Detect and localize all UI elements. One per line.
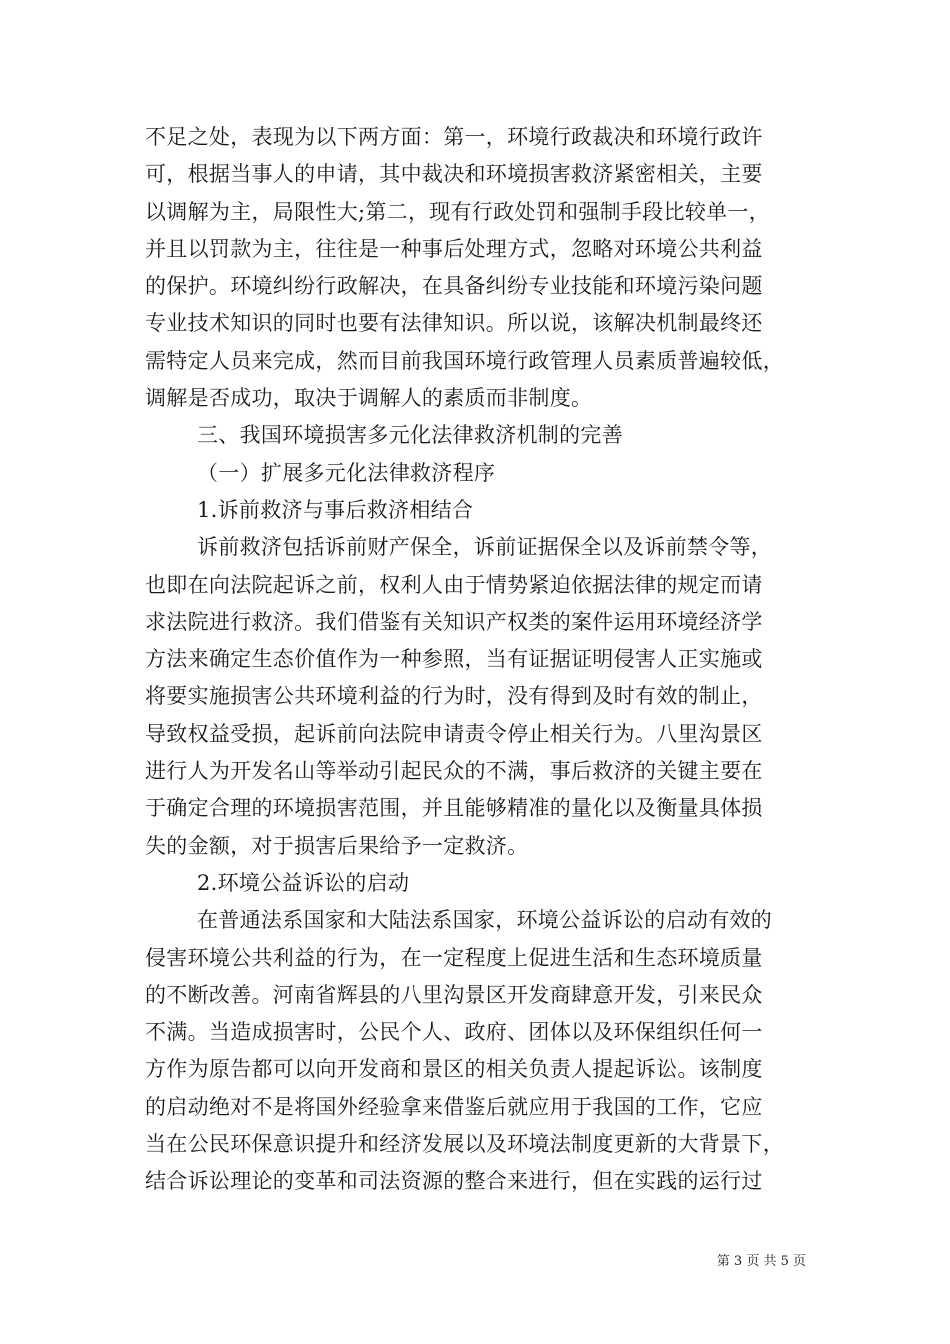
text-line: 将要实施损害公共环境利益的行为时，没有得到及时有效的制止， — [145, 684, 763, 709]
text-line: 导致权益受损，起诉前向法院申请责令停止相关行为。八里沟景区 — [145, 721, 763, 746]
text-line: 侵害环境公共利益的行为，在一定程度上促进生活和生态环境质量 — [145, 945, 763, 970]
text-line: 进行人为开发名山等举动引起民众的不满，事后救济的关键主要在 — [145, 759, 763, 784]
text-line: 三、我国环境损害多元化法律救济机制的完善 — [197, 423, 623, 448]
text-line: 需特定人员来完成，然而目前我国环境行政管理人员素质普遍较低， — [145, 348, 784, 373]
text-line: 调解是否成功，取决于调解人的素质而非制度。 — [145, 386, 593, 411]
text-line: 以调解为主，局限性大;第二，现有行政处罚和强制手段比较单一， — [145, 199, 771, 224]
text-line: （一）扩展多元化法律救济程序 — [197, 460, 496, 485]
document-body — [145, 119, 810, 1201]
text-line: 的不断改善。河南省辉县的八里沟景区开发商肆意开发，引来民众 — [145, 982, 763, 1007]
text-line: 当在公民环保意识提升和经济发展以及环境法制度更新的大背景下， — [145, 1132, 784, 1157]
text-line: 1.诉前救济与事后救济相结合 — [197, 497, 474, 522]
text-line: 并且以罚款为主，往往是一种事后处理方式，忽略对环境公共利益 — [145, 236, 763, 261]
text-line: 于确定合理的环境损害范围，并且能够精准的量化以及衡量具体损 — [145, 796, 763, 821]
text-line: 专业技术知识的同时也要有法律知识。所以说，该解决机制最终还 — [145, 311, 763, 336]
text-line: 求法院进行救济。我们借鉴有关知识产权类的案件运用环境经济学 — [145, 609, 763, 634]
text-line: 的启动绝对不是将国外经验拿来借鉴后就应用于我国的工作，它应 — [145, 1094, 763, 1119]
text-line: 失的金额，对于损害后果给予一定救济。 — [145, 833, 529, 858]
page-footer — [0, 1252, 950, 1272]
text-line: 也即在向法院起诉之前，权利人由于情势紧迫依据法律的规定而请 — [145, 572, 763, 597]
text-line: 的保护。环境纠纷行政解决，在具备纠纷专业技能和环境污染问题 — [145, 274, 763, 299]
text-line: 结合诉讼理论的变革和司法资源的整合来进行，但在实践的运行过 — [145, 1169, 763, 1194]
text-line: 不满。当造成损害时，公民个人、政府、团体以及环保组织任何一 — [145, 1020, 763, 1045]
text-line: 在普通法系国家和大陆法系国家，环境公益诉讼的启动有效的 — [197, 908, 773, 933]
text-line: 方作为原告都可以向开发商和景区的相关负责人提起诉讼。该制度 — [145, 1057, 763, 1082]
text-line: 诉前救济包括诉前财产保全，诉前证据保全以及诉前禁令等， — [197, 535, 773, 560]
text-line: 2.环境公益诉讼的启动 — [197, 870, 410, 895]
text-line: 可，根据当事人的申请，其中裁决和环境损害救济紧密相关，主要 — [145, 162, 763, 187]
page-number: 第 3 页 共 5 页 — [716, 1254, 806, 1269]
text-line: 不足之处，表现为以下两方面：第一，环境行政裁决和环境行政许 — [145, 125, 763, 149]
text-line: 方法来确定生态价值作为一种参照，当有证据证明侵害人正实施或 — [145, 647, 763, 672]
